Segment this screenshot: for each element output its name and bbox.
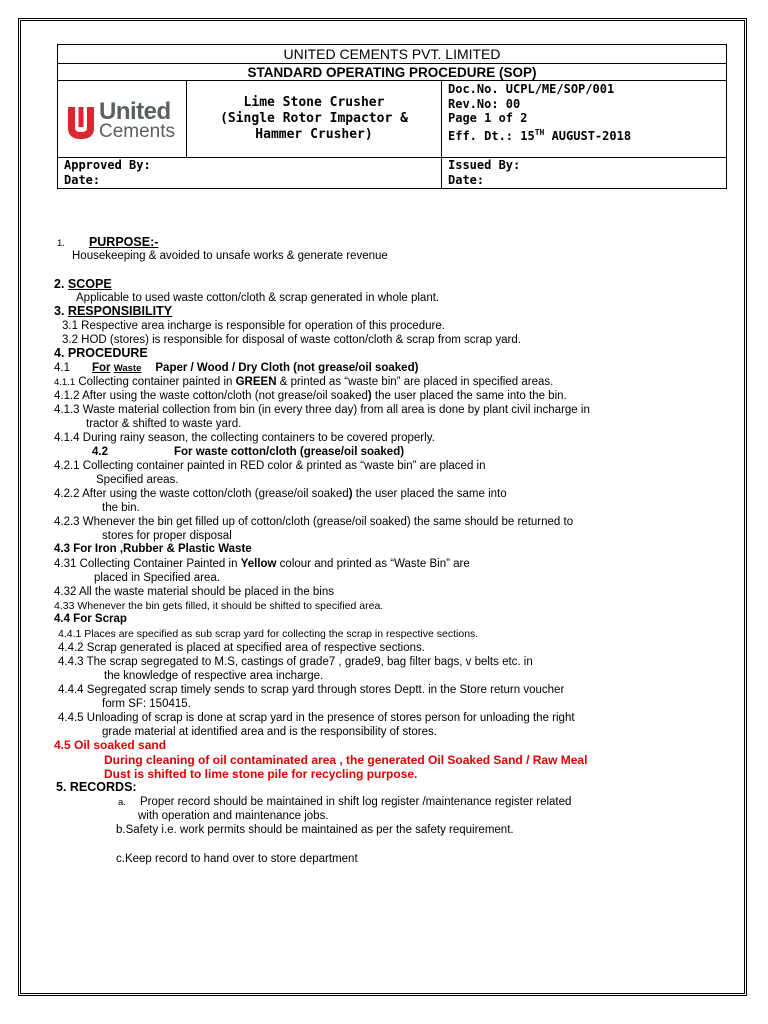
proc-4-4: 4.4 For Scrap <box>54 613 127 625</box>
proc-4-31-cont: placed in Specified area. <box>94 572 220 584</box>
proc-4-32: 4.32 All the waste material should be placed in the bins <box>54 586 335 598</box>
approved-cell <box>58 158 442 189</box>
proc-4-5-text-1: During cleaning of oil contaminated area , the generated Oil Soaked Sand / Raw Meal <box>104 753 588 767</box>
section-responsibility: 3. RESPONSIBILITY <box>54 304 173 318</box>
proc-4-4-4-cont: form SF: 150415. <box>102 698 191 710</box>
scope-text: Applicable to used waste cotton/cloth & scrap generated in whole plant. <box>76 292 440 304</box>
proc-4-2-1: 4.2.1 Collecting container painted in RED color & printed as “waste bin” are placed in <box>54 460 486 472</box>
proc-4-4-3-cont: the knowledge of respective area incharge. <box>104 670 324 682</box>
record-a: a. Proper record should be maintained in shift log register /maintenance register related <box>118 796 572 808</box>
proc-4-4-4: 4.4.4 Segregated scrap timely sends to scrap yard through stores Deptt. in the Store return voucher <box>58 684 565 696</box>
proc-4-4-5: 4.4.5 Unloading of scrap is done at scrap yard in the presence of stores person for unloading the right <box>58 712 575 724</box>
proc-4-2-1-cont: Specified areas. <box>96 474 179 486</box>
proc-4-2-3-cont: stores for proper disposal <box>102 530 232 542</box>
proc-4-1-1: 4.1.1 Collecting container painted in GREEN & printed as “waste bin” are placed in specified areas. <box>54 376 554 388</box>
proc-4-1: 4.1 For Waste Paper / Wood / Dry Cloth (not grease/oil soaked) <box>54 362 419 374</box>
sop-header-table <box>57 44 727 189</box>
logo-text-united: United <box>99 98 171 125</box>
logo-text-cements: Cements <box>99 121 176 142</box>
sop-title: STANDARD OPERATING PROCEDURE (SOP) <box>58 64 727 81</box>
section-procedure: 4. PROCEDURE <box>54 346 148 360</box>
issued-by-label: Issued By: <box>448 158 521 172</box>
resp-3-2: 3.2 HOD (stores) is responsible for disposal of waste cotton/cloth & scrap from scrap yard. <box>62 334 521 346</box>
proc-4-31: 4.31 Collecting Container Painted in Yellow colour and printed as “Waste Bin” are <box>54 558 470 570</box>
proc-4-4-2: 4.4.2 Scrap generated is placed at specified area of respective sections. <box>58 642 425 654</box>
logo-u-icon <box>66 101 96 141</box>
proc-4-33: 4.33 Whenever the bin gets filled, it should be shifted to specified area. <box>54 600 384 612</box>
section-records: 5. RECORDS: <box>56 780 137 794</box>
company-name: UNITED CEMENTS PVT. LIMITED <box>58 45 727 64</box>
proc-4-3: 4.3 For Iron ,Rubber & Plastic Waste <box>54 543 252 555</box>
effective-date: Eff. Dt.: 15TH AUGUST-2018 <box>448 127 632 143</box>
proc-4-1-2: 4.1.2 After using the waste cotton/cloth (not grease/oil soaked) the user placed the same into the bin. <box>54 390 567 402</box>
equipment-line-2: (Single Rotor Impactor & <box>220 111 408 126</box>
proc-4-1-4: 4.1.4 During rainy season, the collecting containers to be covered properly. <box>54 432 435 444</box>
equipment-line-3: Hammer Crusher) <box>255 127 373 142</box>
proc-4-2-2: 4.2.2 After using the waste cotton/cloth (grease/oil soaked) the user placed the same into <box>54 488 507 500</box>
logo-cell <box>58 81 187 158</box>
record-b: b.Safety i.e. work permits should be maintained as per the safety requirement. <box>116 824 514 836</box>
equipment-line-1: Lime Stone Crusher <box>243 95 385 110</box>
proc-4-4-5-cont: grade material at identified area and is the responsibility of stores. <box>102 726 437 738</box>
page-number: Page 1 of 2 <box>448 111 528 125</box>
issued-cell <box>442 158 727 189</box>
approved-date-label: Date: <box>64 173 101 187</box>
revision-number: Rev.No: 00 <box>448 96 521 111</box>
proc-4-2: 4.2 For waste cotton/cloth (grease/oil soaked) <box>92 446 405 458</box>
doc-info <box>442 81 727 158</box>
purpose-text: Housekeeping & avoided to unsafe works & generate revenue <box>72 250 388 262</box>
proc-4-2-3: 4.2.3 Whenever the bin get filled up of cotton/cloth (grease/oil soaked) the same should be returned to <box>54 516 574 528</box>
proc-4-4-3: 4.4.3 The scrap segregated to M.S, castings of grade7 , grade9, bag filter bags, v belts etc. in <box>58 656 533 668</box>
proc-4-5: 4.5 Oil soaked sand <box>54 738 167 752</box>
approved-by-label: Approved By: <box>64 158 151 172</box>
section-purpose: 1. PURPOSE:- <box>57 235 159 249</box>
record-c: c.Keep record to hand over to store department <box>116 853 358 865</box>
equipment-title <box>187 81 442 158</box>
proc-4-1-3-cont: tractor & shifted to waste yard. <box>86 418 242 430</box>
resp-3-1: 3.1 Respective area incharge is responsible for operation of this procedure. <box>62 320 445 332</box>
issued-date-label: Date: <box>448 173 485 187</box>
record-a-cont: with operation and maintenance jobs. <box>138 810 329 822</box>
proc-4-5-text-2: Dust is shifted to lime stone pile for recycling purpose. <box>104 767 418 781</box>
proc-4-4-1: 4.4.1 Places are specified as sub scrap yard for collecting the scrap in respective sections. <box>58 628 479 640</box>
proc-4-2-2-cont: the bin. <box>102 502 140 514</box>
proc-4-1-3: 4.1.3 Waste material collection from bin (in every three day) from all area is done by plant civil incharge in <box>54 404 590 416</box>
section-scope: 2. SCOPE <box>54 277 112 291</box>
doc-number: Doc.No. UCPL/ME/SOP/001 <box>448 82 615 96</box>
